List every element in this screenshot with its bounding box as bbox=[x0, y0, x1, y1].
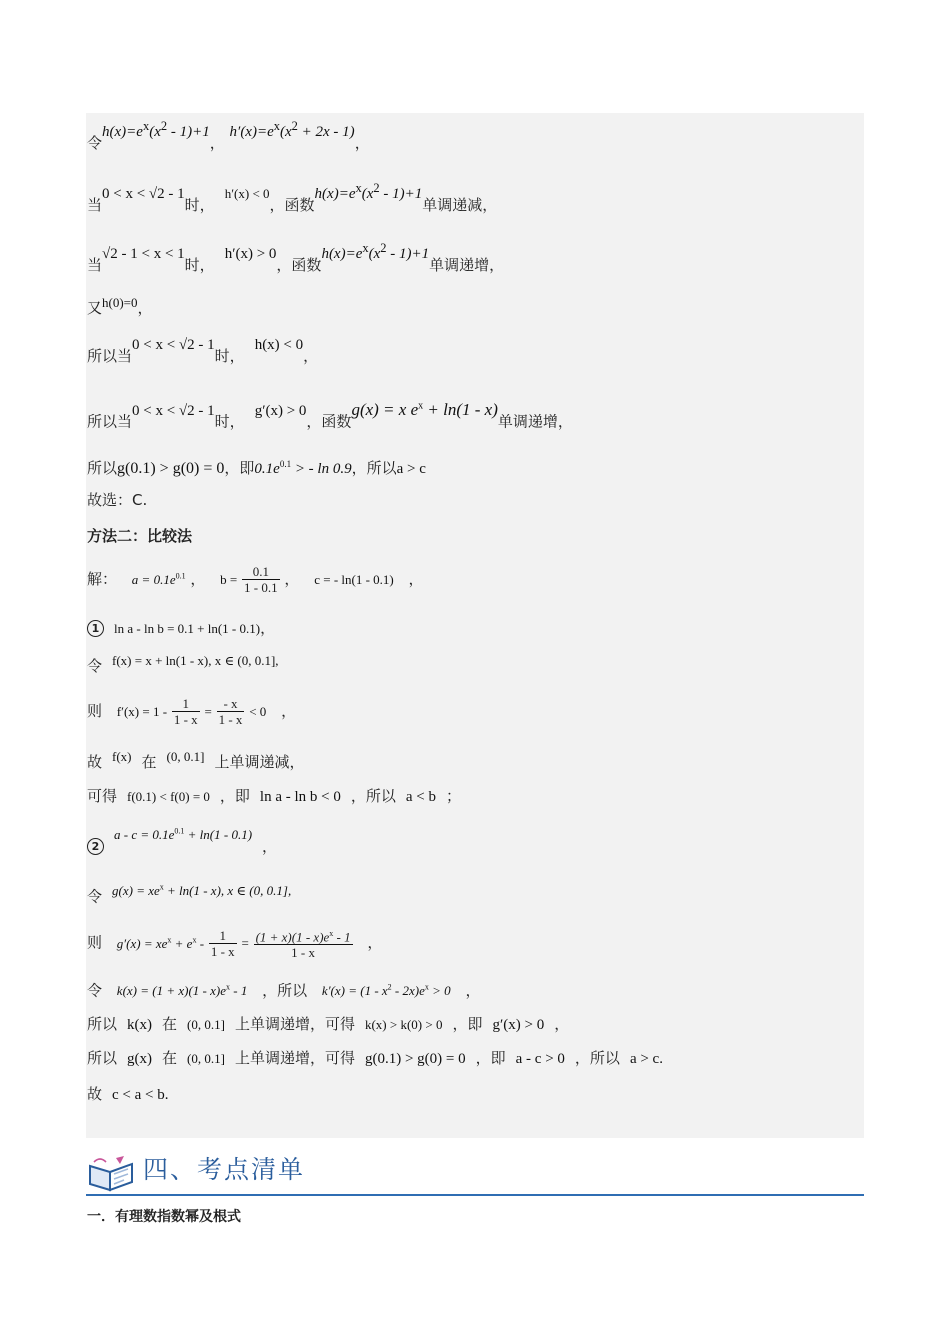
text: 单调递增， bbox=[497, 412, 573, 431]
fraction: $\frac{1}{1 - x}$ bbox=[173, 696, 198, 727]
text: 所以 bbox=[87, 459, 118, 477]
text: 令 bbox=[87, 657, 103, 675]
text: 可得 bbox=[87, 787, 118, 805]
math: (0, 0.1] bbox=[187, 1051, 225, 1066]
text: 单调递增， bbox=[429, 256, 505, 274]
math: g(x) = x $e^x + \ln(1 - x)$ bbox=[351, 399, 498, 419]
text: 上单调递减， bbox=[214, 753, 305, 771]
line-h0 bbox=[87, 295, 153, 319]
text: 在 bbox=[162, 1015, 178, 1033]
text: ， bbox=[354, 134, 370, 152]
math-b: b = bbox=[220, 572, 238, 587]
text: 所以 bbox=[87, 1015, 118, 1033]
line-define-g bbox=[87, 884, 291, 907]
text: ， bbox=[465, 981, 481, 1000]
math: g′(x) > 0 bbox=[254, 402, 307, 419]
line-f-decreasing bbox=[87, 749, 305, 773]
math: $g'(x) = xe^x + e^x$ - bbox=[116, 935, 205, 951]
fraction: $\frac{- x}{1 - x}$ bbox=[218, 696, 243, 727]
text: ，所以 bbox=[262, 981, 308, 1000]
text: 在 bbox=[162, 1049, 178, 1067]
text: ，即 bbox=[452, 1015, 483, 1033]
line-k-increasing bbox=[87, 1014, 569, 1035]
text: ， bbox=[554, 1015, 570, 1033]
math: h(0)=0 bbox=[102, 295, 138, 310]
text: ，所以 bbox=[351, 459, 397, 477]
text: ，函数 bbox=[276, 256, 322, 274]
text: 当 bbox=[87, 196, 103, 214]
math: a > c bbox=[396, 461, 426, 477]
text: ，即 bbox=[475, 1049, 506, 1067]
math: h′(x) > 0 bbox=[224, 246, 277, 262]
text: ， bbox=[137, 299, 153, 317]
math: < 0 bbox=[249, 704, 267, 719]
line-define-abc bbox=[87, 564, 424, 595]
text: 方法二：比较法 bbox=[87, 527, 193, 545]
math: a - c > 0 bbox=[515, 1051, 565, 1067]
answer-line bbox=[87, 490, 147, 510]
math: h′(x) < 0 bbox=[224, 186, 270, 201]
method-two-heading bbox=[87, 526, 192, 546]
line-define-h bbox=[87, 119, 370, 154]
section-divider bbox=[86, 1194, 864, 1196]
math: g′(x) > 0 bbox=[492, 1017, 545, 1033]
math: √2 - 1 < x < 1 bbox=[102, 246, 185, 262]
text: 所以当 bbox=[87, 347, 133, 365]
math-c: c = - ln(1 - 0.1) bbox=[314, 572, 394, 587]
text: 当 bbox=[87, 256, 103, 274]
math: a > c. bbox=[629, 1051, 663, 1067]
text: 上单调递增，可得 bbox=[234, 1049, 355, 1067]
text: ，函数 bbox=[269, 196, 315, 214]
math: f(0.1) < f(0) = 0 bbox=[127, 789, 210, 804]
math: = bbox=[204, 704, 212, 719]
math: ln a - ln b < 0 bbox=[259, 789, 341, 805]
text: 令 bbox=[87, 887, 103, 906]
math: f′(x) = 1 - bbox=[116, 704, 168, 719]
text: ，所以 bbox=[350, 787, 396, 805]
text: ， bbox=[367, 933, 383, 952]
math: 0 < x < √2 - 1 bbox=[102, 186, 185, 202]
math: a < b bbox=[405, 789, 437, 805]
math-a: $a = 0.1e^{0.1}$ bbox=[131, 571, 186, 587]
line-increasing bbox=[87, 241, 505, 276]
text: ， bbox=[262, 837, 278, 856]
line-h-negative bbox=[87, 337, 319, 367]
text: 时， bbox=[184, 196, 215, 214]
math: $k(x) = (1 + x)(1 - x)e^x - 1$ bbox=[116, 983, 248, 999]
line-g-conclusion bbox=[87, 1048, 663, 1069]
math: $h(x)=e^x(x^2 - 1)+1$ bbox=[321, 241, 430, 262]
text: 解： bbox=[87, 570, 118, 588]
text: 故 bbox=[87, 1085, 103, 1103]
circled-number: 2 bbox=[87, 838, 104, 855]
text: 则 bbox=[87, 702, 103, 720]
math: f(x) = x + ln(1 - x), x ∈ (0, 0.1], bbox=[112, 653, 279, 668]
line-step-1 bbox=[87, 618, 275, 639]
fraction: $\frac{0.1}{1 - 0.1}$ bbox=[244, 564, 278, 595]
math: 0 < x < √2 - 1 bbox=[132, 402, 215, 419]
fraction: $\frac{1}{1 - x}$ bbox=[210, 927, 235, 959]
math: g(x) bbox=[127, 1051, 153, 1067]
text: 令 bbox=[87, 981, 103, 1000]
math-h-prime: $h'(x)=e^x(x^2 + 2x - 1)$ bbox=[229, 119, 355, 140]
line-define-k bbox=[87, 978, 480, 1001]
section-title: 四、考点清单 bbox=[143, 1155, 306, 1184]
line-g-derivative bbox=[87, 926, 382, 960]
math: $g(x) = xe^x + \ln(1 - x)$, x ∈ (0, 0.1], bbox=[112, 883, 292, 899]
math: $k'(x) = (1 - x^2 - 2x)e^x > 0$ bbox=[321, 983, 451, 999]
text: ， bbox=[281, 702, 297, 720]
math: k(x) > k(0) > 0 bbox=[364, 1017, 443, 1032]
math: c < a < b. bbox=[112, 1087, 169, 1103]
text: 则 bbox=[87, 933, 103, 952]
text: 又 bbox=[87, 299, 103, 317]
text: 故 bbox=[87, 753, 103, 771]
text: ，所以 bbox=[574, 1049, 620, 1067]
math: (0, 0.1] bbox=[187, 1017, 225, 1032]
line-define-f bbox=[87, 653, 279, 677]
text: 时， bbox=[214, 347, 245, 365]
text: ， bbox=[303, 347, 319, 365]
text: 时， bbox=[184, 256, 215, 274]
text: ，即 bbox=[224, 459, 255, 477]
line-step-2 bbox=[87, 827, 278, 857]
line-f-derivative bbox=[87, 696, 296, 727]
math: $h(x)=e^x(x^2 - 1)+1$ bbox=[314, 181, 423, 202]
text: ， bbox=[190, 570, 206, 588]
line-a-lt-b bbox=[87, 786, 461, 807]
text: 令 bbox=[87, 134, 103, 152]
text: 单调递减， bbox=[422, 196, 498, 214]
text: ， bbox=[209, 134, 225, 152]
math: h(x) < 0 bbox=[254, 337, 304, 353]
text: ， bbox=[284, 570, 300, 588]
math: g(0.1) > g(0) = 0 bbox=[117, 460, 225, 477]
circled-number: 1 bbox=[87, 620, 104, 637]
text: ，函数 bbox=[306, 412, 352, 431]
math: (0, 0.1] bbox=[166, 749, 205, 764]
math: g(0.1) > g(0) = 0 bbox=[364, 1051, 466, 1067]
line-g-increasing bbox=[87, 399, 573, 433]
line-decreasing bbox=[87, 181, 498, 216]
math: $0.1e^{0.1}$ > - ln 0.9 bbox=[254, 459, 352, 477]
line-conclusion-1 bbox=[87, 454, 426, 479]
math: f(x) bbox=[112, 749, 132, 764]
math: 0 < x < √2 - 1 bbox=[132, 337, 215, 353]
text: 在 bbox=[141, 753, 157, 771]
text: ，即 bbox=[219, 787, 250, 805]
line-final bbox=[87, 1084, 169, 1105]
math: = bbox=[241, 935, 249, 951]
text: 时， bbox=[214, 412, 245, 431]
text: 上单调递增，可得 bbox=[234, 1015, 355, 1033]
text: ， bbox=[260, 619, 276, 637]
text: 故选：C. bbox=[87, 491, 148, 509]
math: k(x) bbox=[127, 1017, 153, 1033]
fraction: $\frac{(1 + x)(1 - x)e^x - 1}{1 - x}$ bbox=[254, 926, 353, 960]
math-h: $h(x)=e^x(x^2 - 1)+1$ bbox=[102, 119, 210, 140]
math: ln a - ln b = 0.1 + ln(1 - 0.1) bbox=[114, 621, 261, 636]
text: ， bbox=[408, 570, 424, 588]
subsection-heading: 一．有理数指数幂及根式 bbox=[87, 1209, 241, 1225]
math: $a - c = 0.1e^{0.1} + \ln(1 - 0.1)$ bbox=[114, 827, 253, 843]
text: 所以 bbox=[87, 1049, 118, 1067]
text: 所以当 bbox=[87, 412, 133, 431]
text: ； bbox=[446, 787, 462, 805]
open-book-icon bbox=[86, 1152, 136, 1194]
